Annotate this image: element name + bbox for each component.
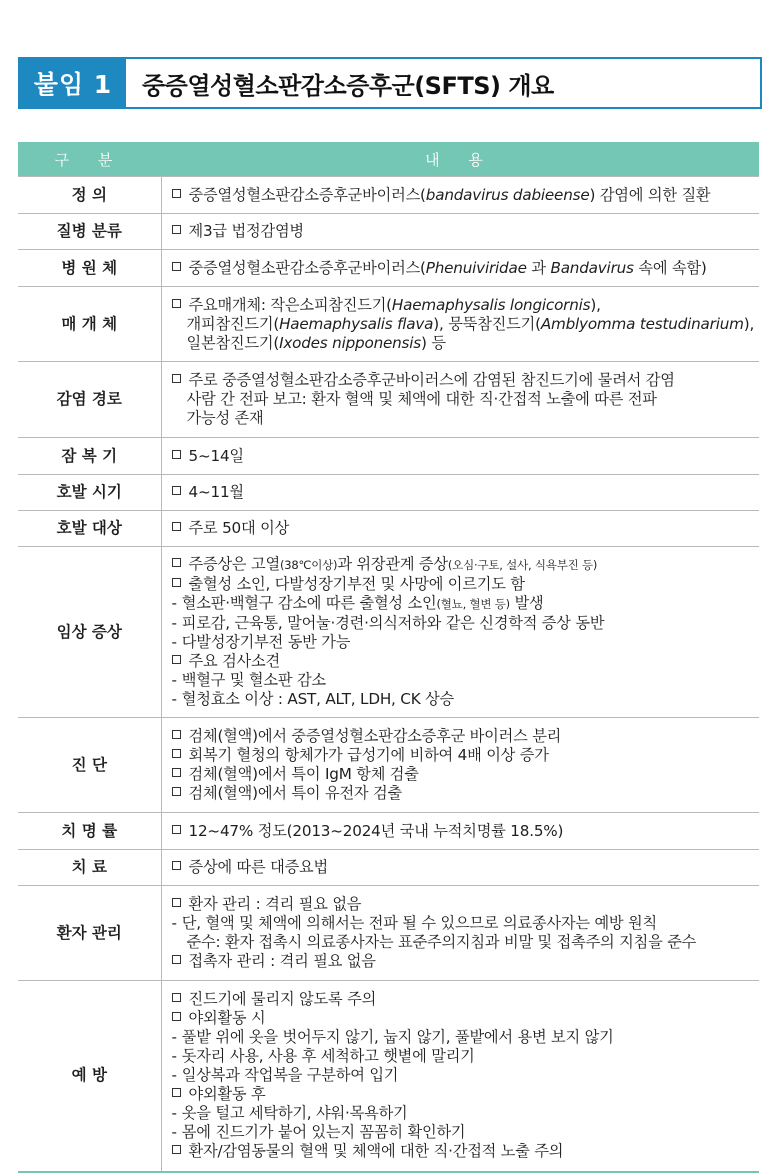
table-header-row	[18, 142, 759, 177]
bullet-square-icon	[172, 993, 181, 1002]
table-row	[18, 362, 759, 438]
bullet-square-icon	[172, 787, 181, 796]
row-content-target: 주로 50대 이상	[161, 511, 759, 547]
row-content-incubation: 5~14일	[161, 438, 759, 475]
row-content-vector: 주요매개체: 작은소피참진드기(Haemaphysalis longicornis), 개피참진드기(Haemaphysalis flava), 뭉뚝참진드기(Amblyomma testudinarium), 일본참진드기(Ixodes nipponensis) 등	[161, 287, 759, 362]
col-header-category: 구 분	[18, 142, 161, 177]
row-label-route: 감염 경로	[18, 362, 161, 438]
row-content-pathogen: 중증열성혈소판감소증후군바이러스(Phenuiviridae 과 Bandavirus 속에 속함)	[161, 250, 759, 287]
row-label-symptoms: 임상 증상	[18, 547, 161, 718]
row-content-treatment: 증상에 따른 대증요법	[161, 850, 759, 886]
table-row	[18, 886, 759, 981]
bullet-square-icon	[172, 578, 181, 587]
row-label-patient-management: 환자 관리	[18, 886, 161, 981]
row-content-definition: 중증열성혈소판감소증후군바이러스(bandavirus dabieense) 감염에 의한 질환	[161, 177, 759, 214]
row-label-definition: 정 의	[18, 177, 161, 214]
bullet-square-icon	[172, 655, 181, 664]
bullet-square-icon	[172, 374, 181, 383]
row-label-prevention: 예 방	[18, 981, 161, 1172]
sfts-overview-table	[18, 142, 759, 1173]
bullet-square-icon	[172, 825, 181, 834]
table-row	[18, 438, 759, 475]
table-row	[18, 250, 759, 287]
table-row	[18, 511, 759, 547]
bullet-square-icon	[172, 1012, 181, 1021]
row-content-diagnosis: 검체(혈액)에서 중증열성혈소판감소증후군 바이러스 분리 회복기 혈청의 항체가가 급성기에 비하여 4배 이상 증가 검체(혈액)에서 특이 IgM 항체 검출 검체(혈액)에서 특이 유전자 검출	[161, 718, 759, 813]
bullet-square-icon	[172, 861, 181, 870]
bullet-square-icon	[172, 1145, 181, 1154]
attachment-tag: 붙임 1	[20, 59, 126, 107]
row-label-classification: 질병 분류	[18, 214, 161, 250]
table-row	[18, 850, 759, 886]
bullet-square-icon	[172, 1088, 181, 1097]
bullet-square-icon	[172, 730, 181, 739]
row-label-incubation: 잠 복 기	[18, 438, 161, 475]
bullet-square-icon	[172, 486, 181, 495]
bullet-square-icon	[172, 768, 181, 777]
row-content-season: 4~11월	[161, 475, 759, 511]
row-content-patient-management: 환자 관리 : 격리 필요 없음 - 단, 혈액 및 체액에 의해서는 전파 될 수 있으므로 의료종사자는 예방 원칙 준수: 환자 접촉시 의료종사자는 표준주의지침과 비말 및 접촉주의 지침을 준수 접촉자 관리 : 격리 필요 없음	[161, 886, 759, 981]
bullet-square-icon	[172, 522, 181, 531]
row-label-season: 호발 시기	[18, 475, 161, 511]
row-label-vector: 매 개 체	[18, 287, 161, 362]
page-title: 중증열성혈소판감소증후군(SFTS) 개요	[142, 71, 554, 100]
bullet-square-icon	[172, 749, 181, 758]
row-content-prevention: 진드기에 물리지 않도록 주의 야외활동 시 - 풀밭 위에 옷을 벗어두지 않기, 눕지 않기, 풀밭에서 용변 보지 않기 - 돗자리 사용, 사용 후 세척하고 햇볕에 말리기 - 일상복과 작업복을 구분하여 입기 야외활동 후 - 옷을 털고 세탁하기, 샤워·목욕하기 - 몸에 진드기가 붙어 있는지 꼼꼼히 확인하기 환자/감염동물의 혈액 및 체액에 대한 직·간접적 노출 주의	[161, 981, 759, 1172]
row-label-pathogen: 병 원 체	[18, 250, 161, 287]
bullet-square-icon	[172, 898, 181, 907]
row-label-treatment: 치 료	[18, 850, 161, 886]
bullet-square-icon	[172, 262, 181, 271]
table-row	[18, 813, 759, 850]
row-content-fatality: 12~47% 정도(2013~2024년 국내 누적치명률 18.5%)	[161, 813, 759, 850]
bullet-square-icon	[172, 955, 181, 964]
table-row	[18, 718, 759, 813]
title-banner	[18, 57, 762, 109]
row-label-fatality: 치 명 률	[18, 813, 161, 850]
row-content-classification: 제3급 법정감염병	[161, 214, 759, 250]
bullet-square-icon	[172, 558, 181, 567]
table-row	[18, 547, 759, 718]
row-content-symptoms: 주증상은 고열(38℃이상)과 위장관계 증상(오심·구토, 설사, 식욕부진 등) 출혈성 소인, 다발성장기부전 및 사망에 이르기도 함 - 혈소판·백혈구 감소에 따른 출혈성 소인(혈뇨, 혈변 등) 발생 - 피로감, 근육통, 말어눌·경련·의식저하와 같은 신경학적 증상 동반 - 다발성장기부전 동반 가능 주요 검사소견 - 백혈구 및 혈소판 감소 - 혈청효소 이상 : AST, ALT, LDH, CK 상승	[161, 547, 759, 718]
bullet-square-icon	[172, 299, 181, 308]
bullet-square-icon	[172, 450, 181, 459]
row-label-diagnosis: 진 단	[18, 718, 161, 813]
col-header-content: 내 용	[161, 142, 759, 177]
bullet-square-icon	[172, 225, 181, 234]
table-row	[18, 475, 759, 511]
table-row	[18, 214, 759, 250]
bullet-square-icon	[172, 189, 181, 198]
table-row	[18, 177, 759, 214]
row-content-route: 주로 중증열성혈소판감소증후군바이러스에 감염된 참진드기에 물려서 감염 사람 간 전파 보고: 환자 혈액 및 체액에 대한 직·간접적 노출에 따른 전파 가능성 존재	[161, 362, 759, 438]
table-row	[18, 287, 759, 362]
row-label-target: 호발 대상	[18, 511, 161, 547]
table-row	[18, 981, 759, 1172]
